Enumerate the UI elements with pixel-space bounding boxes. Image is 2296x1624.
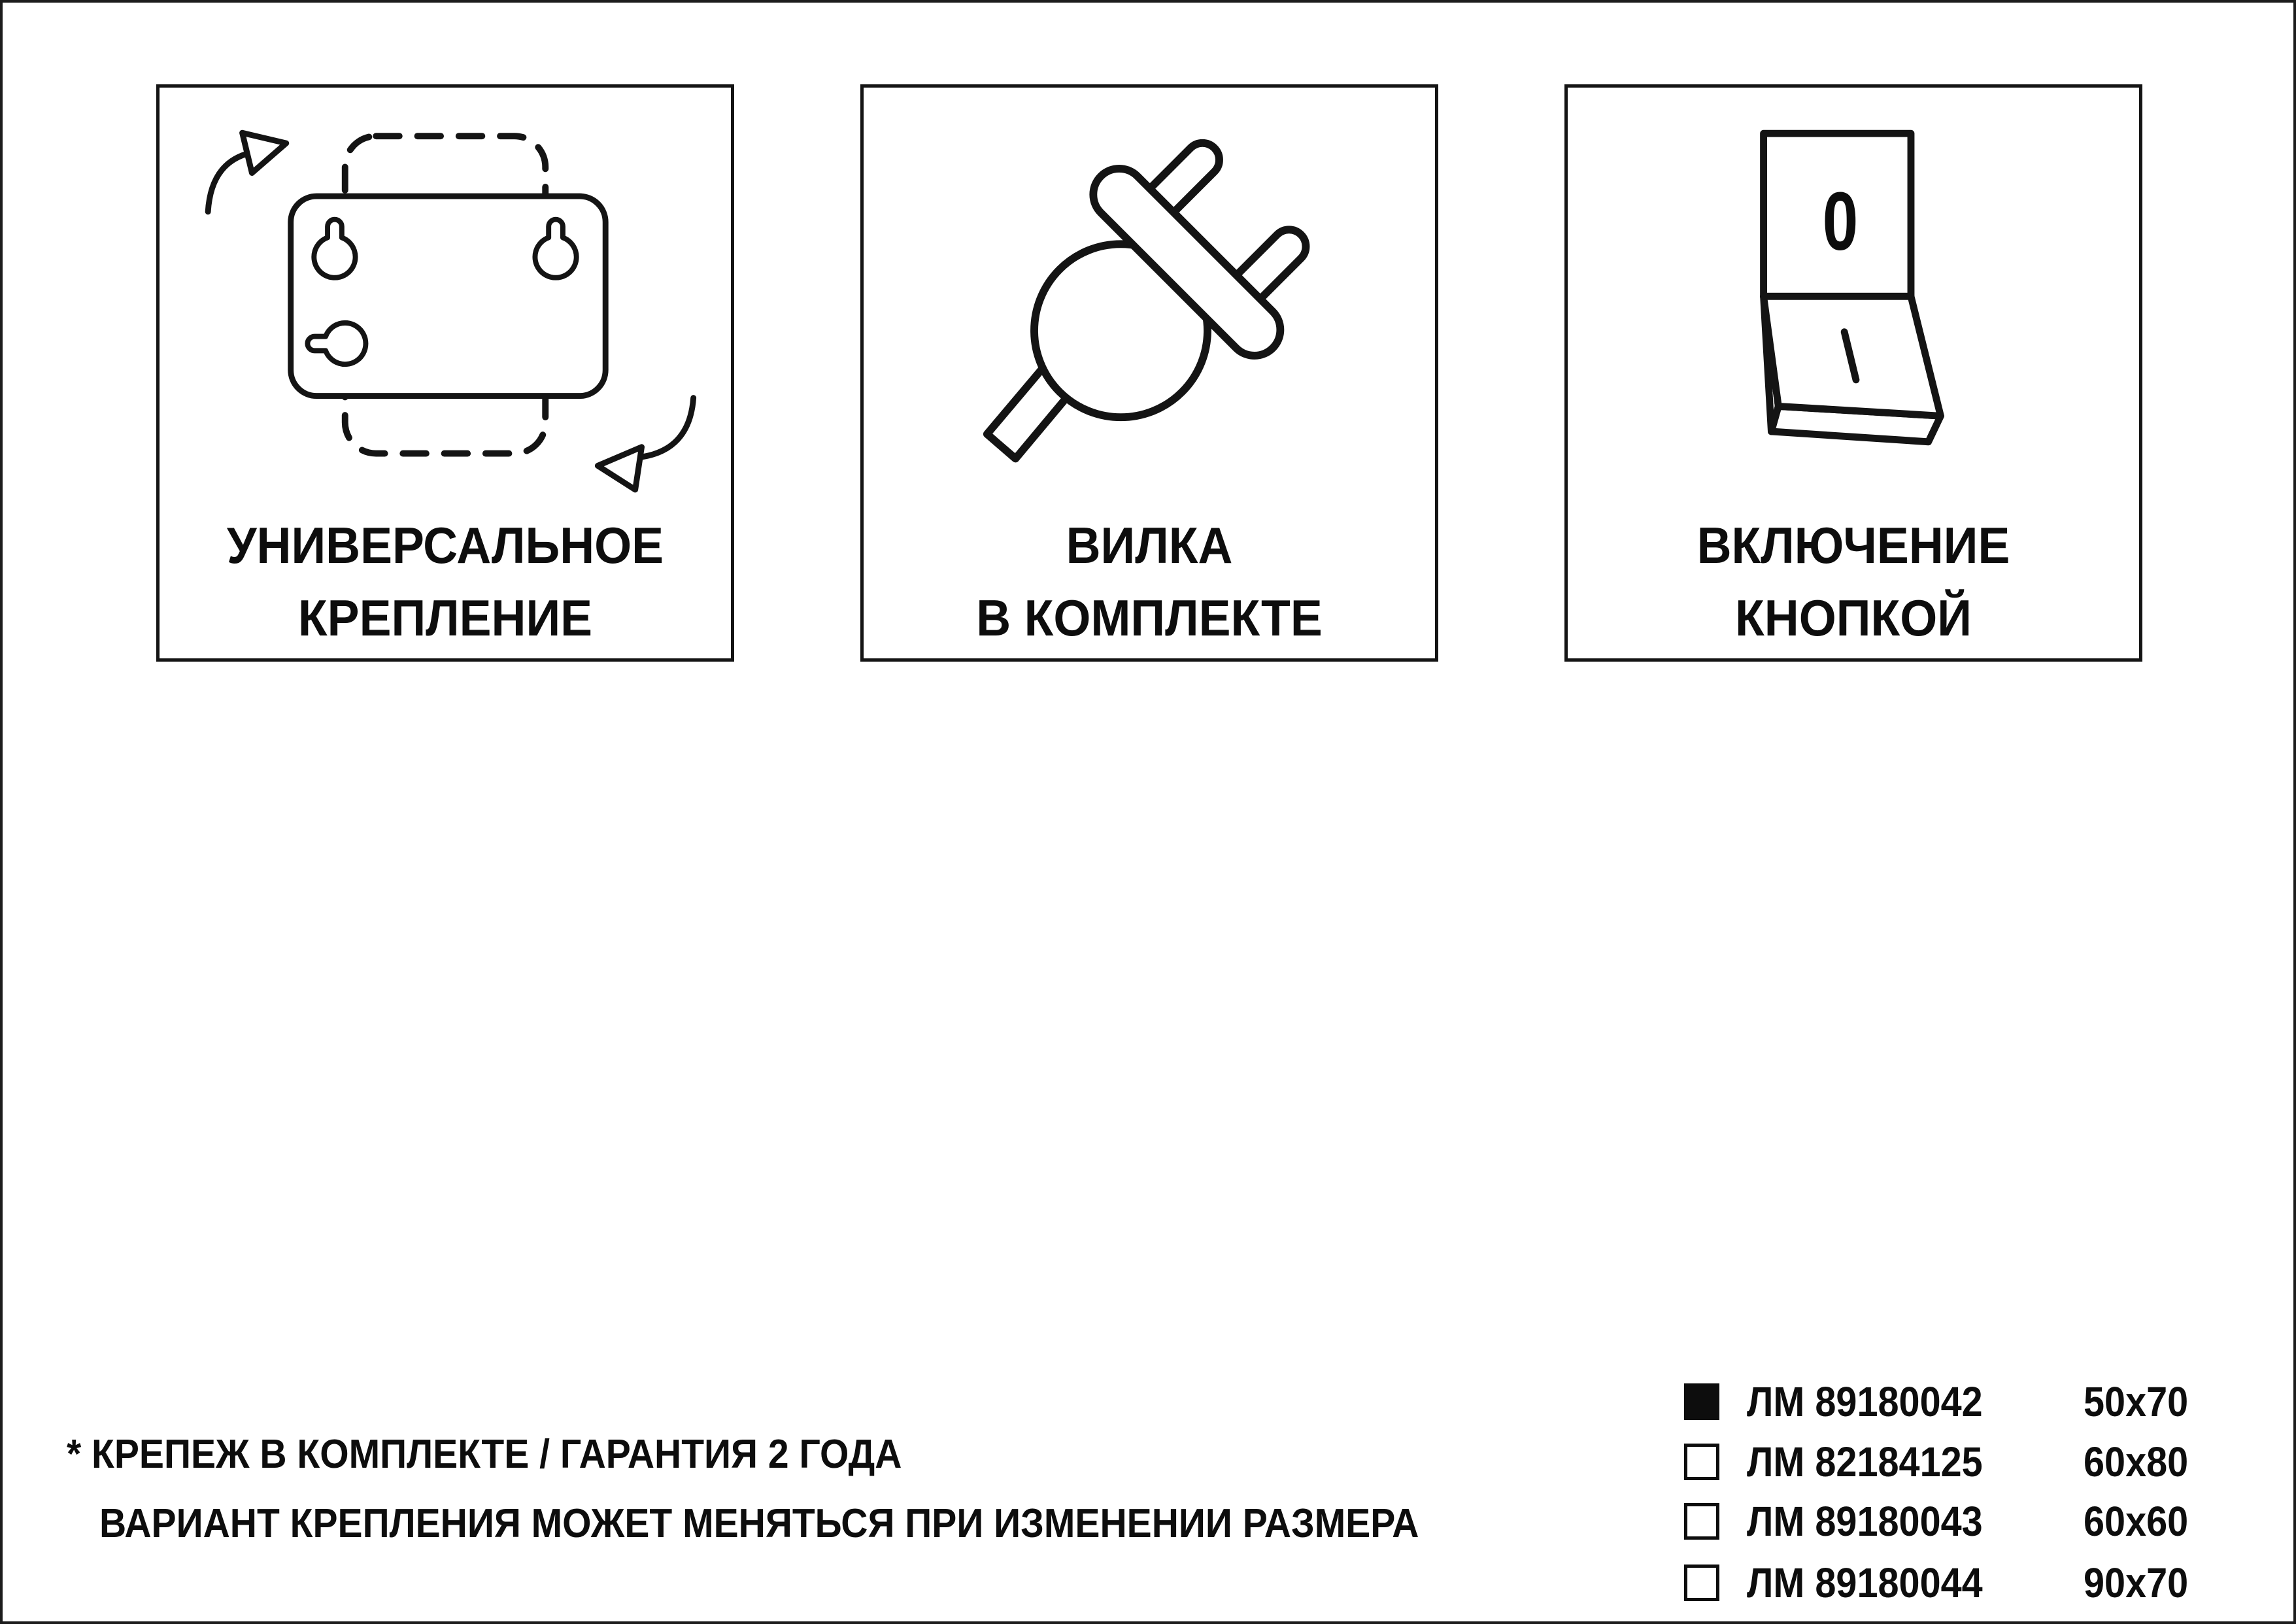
rotate-arrow-bottom-head (598, 447, 641, 490)
rotate-arrow-top-head (243, 133, 286, 173)
product-checkbox (1684, 1503, 1719, 1540)
product-row (1684, 1372, 2272, 1432)
feature-label-line: В КОМПЛЕКТЕ (976, 589, 1323, 647)
product-row (1684, 1553, 2272, 1613)
feature-label (177, 509, 714, 654)
feature-card-plug-included (860, 84, 1438, 662)
product-row (1684, 1491, 2272, 1551)
feature-label-line: КНОПКОЙ (1735, 589, 1972, 647)
product-size: 90x70 (2084, 1559, 2189, 1606)
product-size: 60x60 (2084, 1498, 2189, 1545)
switch-off-label: 0 (1822, 175, 1859, 267)
product-size: 50x70 (2084, 1378, 2189, 1425)
product-size: 60x80 (2084, 1438, 2189, 1485)
feature-label-line: ВИЛКА (1066, 516, 1233, 574)
feature-label-line: ВКЛЮЧЕНИЕ (1697, 516, 2010, 574)
feature-card-button-switch (1564, 84, 2142, 662)
feature-label-line: УНИВЕРСАЛЬНОЕ (226, 516, 664, 574)
product-checkbox (1684, 1383, 1719, 1420)
footnote-mount-variant: ВАРИАНТ КРЕПЛЕНИЯ МОЖЕТ МЕНЯТЬСЯ ПРИ ИЗМЕНЕНИИ РАЗМЕРА (99, 1501, 1419, 1546)
feature-label-line: КРЕПЛЕНИЕ (297, 589, 593, 647)
product-code: ЛМ 82184125 (1747, 1438, 1983, 1485)
product-code: ЛМ 89180043 (1747, 1498, 1983, 1545)
feature-card-universal-mount (156, 84, 734, 662)
product-code: ЛМ 89180044 (1747, 1559, 1983, 1606)
product-checkbox (1684, 1565, 1719, 1601)
feature-label (1585, 509, 2122, 654)
feature-label (881, 509, 1418, 654)
rotate-arrow-bottom-tail (639, 398, 694, 458)
footnote-warranty: * КРЕПЕЖ В КОМПЛЕКТЕ / ГАРАНТИЯ 2 ГОДА (67, 1432, 902, 1477)
product-row (1684, 1432, 2272, 1492)
product-code: ЛМ 89180042 (1747, 1378, 1983, 1425)
product-checkbox (1684, 1444, 1719, 1480)
